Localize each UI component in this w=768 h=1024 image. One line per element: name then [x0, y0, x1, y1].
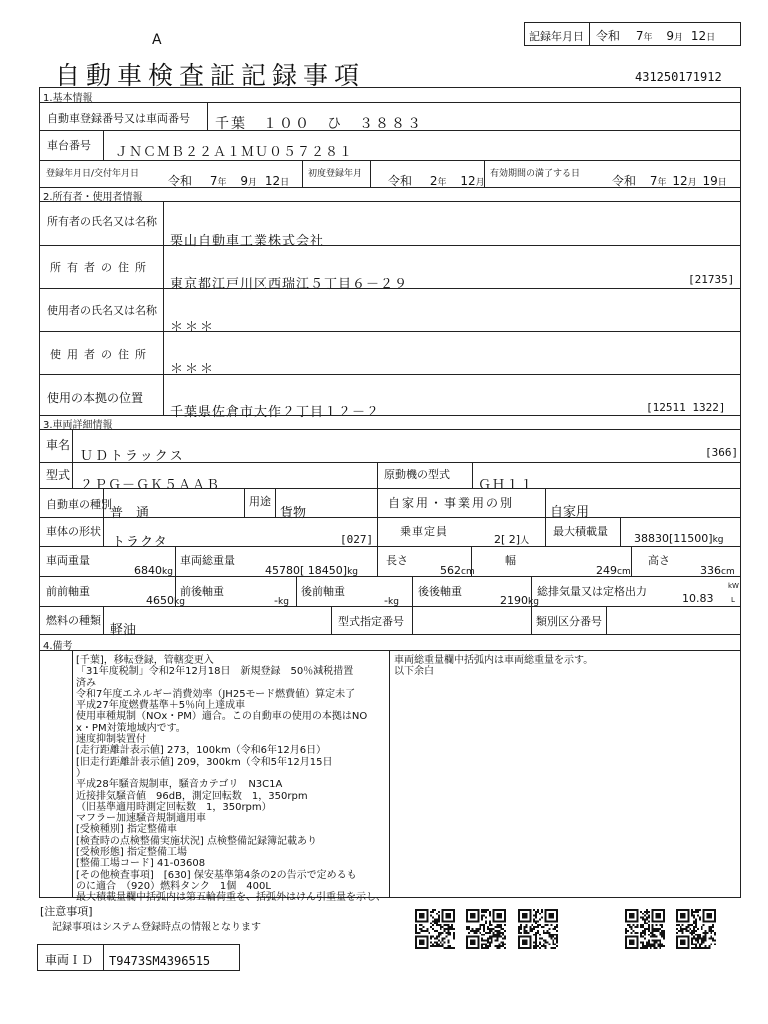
owner-address-value: 東京都江戸川区西瑞江５丁目６－２９: [170, 277, 409, 292]
qr-code-icon: [625, 909, 665, 949]
fr-axle-label: 前後軸重: [180, 585, 224, 598]
use-value: 貨物: [280, 506, 307, 521]
gross-label: 車両総重量: [180, 554, 235, 567]
vehicle-name-code: [366]: [705, 446, 739, 459]
capacity-label: 乗車定員: [400, 525, 448, 538]
model-value: ２ＰＧ－ＧＫ５ＡＡＢ: [80, 478, 221, 493]
section-remarks: 4.備考: [43, 641, 73, 652]
qr-code-icon: [518, 909, 558, 949]
height-value: 336cm: [700, 564, 735, 577]
section-basic: 1.基本情報: [43, 93, 93, 104]
owner-name-label: 所有者の氏名又は名称: [47, 215, 157, 228]
owner-address-code: [21735]: [688, 273, 735, 286]
ff-axle-label: 前前軸重: [46, 585, 90, 598]
gross-value: 45780[ 18450]kg: [265, 564, 359, 577]
fuel-label: 燃料の種類: [46, 614, 101, 627]
remarks-right: 車両総重量欄中括弧内は車両総重量を示す。 以下余白: [394, 655, 594, 678]
use-label: 用途: [249, 495, 271, 508]
base-location-value: 千葉県佐倉市大作２丁目１２－２: [170, 405, 381, 420]
user-address-value: ＊＊＊: [170, 362, 216, 377]
remarks-left: [千葉]，移転登録，管轄変更入 「31年度税制」令和2年12月18日 新規登録 50％減税措置 済み 令和7年度エネルギー消費効率（JH25モード燃費値）算定未了 平成27年度燃費基準＋5％向上達成車 使用車種規制（NOx・PM）適合。この自動車の使用の本拠はNO x・PM対策地域内です。 速度抑制装置付 [走行距離計表示値] 273，100km（令和6年12月6日） [旧走行距離計表示値] 209，300km（令和5年12月15日 ） 平成28年騒音規制車，騒音カテゴリ N3C1A 近接排気騒音値 96dB，測定回転数 1，350rpm （旧基準適用時測定回転数 1，350rpm） マフラー加速騒音規制適用車 [受検種別] 指定整備車 [検査時の点検整備実施状況] 点検整備記録簿記載あり [受検形態] 指定整備工場 [整備工場コード] 41-03608 [その他検査事項] [630] 保安基準第4条の2の告示で定めるも のに適合 （920）燃料タンク 1個 400L 最大積載量欄中括弧内は第五輪荷重を、括弧外はけん引重量を示し、: [76, 655, 386, 904]
reg-no-label: 自動車登録番号又は車両番号: [47, 112, 190, 125]
model-label: 型式: [46, 468, 71, 482]
kind-value: 普 通: [110, 506, 150, 521]
user-name-label: 使用者の氏名又は名称: [47, 304, 157, 317]
type-designation-label: 型式指定番号: [338, 615, 404, 628]
record-date-value: 令和 7年 9月 12日: [596, 29, 716, 43]
kind-label: 自動車の種別: [46, 498, 112, 511]
length-label: 長さ: [386, 554, 408, 567]
vehicle-name-value: ＵＤトラックス: [80, 449, 185, 464]
rr-axle-value: 2190kg: [500, 594, 539, 607]
page-title: 自動車検査証記録事項: [55, 61, 366, 90]
rf-axle-label: 後前軸重: [301, 585, 345, 598]
reg-no-value: 千葉 １００ ひ ３８８３: [215, 116, 423, 132]
qr-code-icon: [415, 909, 455, 949]
displacement-value: 10.83: [682, 592, 714, 605]
body-label: 車体の形状: [46, 525, 101, 538]
kw-unit: kW: [728, 582, 739, 590]
rf-axle-value: -kg: [384, 594, 399, 607]
weight-label: 車両重量: [46, 554, 90, 567]
rr-axle-label: 後後軸重: [418, 585, 462, 598]
section-owner: 2.所有者・使用者情報: [43, 192, 143, 203]
notes-text: 記録事項はシステム登録時点の情報となります: [52, 922, 261, 933]
fuel-value: 軽油: [110, 623, 137, 638]
weight-value: 6840kg: [134, 564, 173, 577]
notes-heading: [注意事項]: [40, 905, 93, 918]
vehicle-id-label: 車両ＩＤ: [45, 953, 94, 967]
chassis-value: ＪＮＣＭＢ２２Ａ１ＭＵ０５７２８１: [115, 145, 354, 160]
record-date-label: 記録年月日: [529, 30, 584, 43]
engine-value: ＧＨ１１: [478, 478, 535, 493]
qr-code-icon: [676, 909, 716, 949]
vehicle-name-label: 車名: [46, 438, 71, 452]
section-vehicle: 3.車両詳細情報: [43, 420, 113, 431]
l-unit: L: [731, 596, 735, 604]
body-value: トラクタ: [112, 535, 168, 550]
max-load-label: 最大積載量: [553, 525, 608, 538]
private-value: 自家用: [550, 505, 590, 520]
owner-address-label: 所有者の住所: [50, 261, 152, 274]
mark-a: A: [152, 32, 162, 48]
displacement-label: 総排気量又は定格出力: [537, 585, 647, 598]
fr-axle-value: -kg: [274, 594, 289, 607]
user-address-label: 使用者の住所: [50, 348, 152, 361]
vehicle-id-value: T9473SM4396515: [109, 954, 211, 968]
chassis-label: 車台番号: [47, 139, 91, 152]
body-code: [027]: [340, 533, 374, 546]
reg-date-label: 登録年月日/交付年月日: [46, 169, 140, 179]
document-number: 431250171912: [635, 70, 722, 84]
expiry-label: 有効期間の満了する日: [490, 169, 581, 179]
ff-axle-value: 4650kg: [146, 594, 185, 607]
base-location-code: [12511 1322]: [646, 401, 726, 414]
first-reg-value: 令和 2年 12月: [388, 174, 485, 188]
capacity-value: 2[ 2]人: [494, 533, 530, 546]
width-label: 幅: [505, 554, 516, 567]
engine-label: 原動機の型式: [384, 468, 450, 481]
category-label: 類別区分番号: [536, 615, 602, 628]
expiry-value: 令和 7年 12月 19日: [612, 174, 727, 188]
user-name-value: ＊＊＊: [170, 320, 216, 335]
private-label: 自家用・事業用の別: [388, 496, 515, 510]
max-load-value: 38830[11500]kg: [634, 532, 724, 545]
width-value: 249cm: [596, 564, 631, 577]
owner-name-value: 栗山自動車工業株式会社: [170, 234, 325, 249]
qr-code-icon: [466, 909, 506, 949]
base-location-label: 使用の本拠の位置: [47, 391, 144, 405]
reg-date-value: 令和 7年 9月 12日: [168, 174, 290, 188]
first-reg-label: 初度登録年月: [308, 169, 363, 179]
height-label: 高さ: [648, 554, 670, 567]
length-value: 562cm: [440, 564, 475, 577]
